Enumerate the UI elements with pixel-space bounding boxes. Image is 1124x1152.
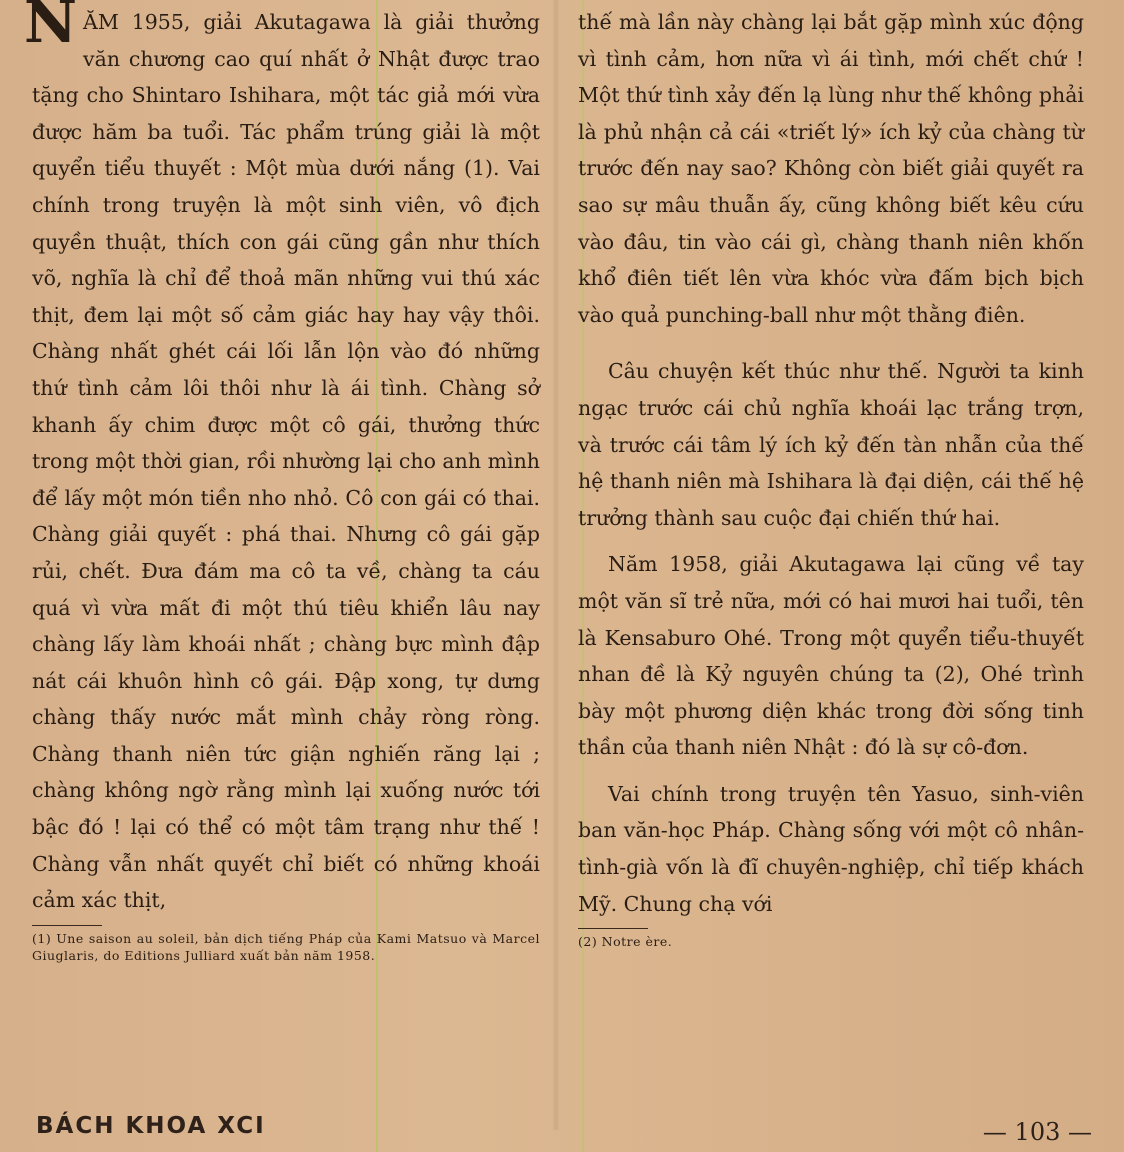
right-column xyxy=(578,4,1084,950)
footnote-2: (2) Notre ère. xyxy=(578,934,673,950)
body-paragraph: Vai chính trong truyện tên Yasuo, sinh-viên ban văn-học Pháp. Chàng sống với một cô nhân-tình-già vốn là đĩ chuyên-nghiệp, chỉ tiếp khách Mỹ. Chung chạ với xyxy=(578,781,1084,916)
page-number: — 103 — xyxy=(982,1118,1092,1146)
footnote-1: (1) Une saison au soleil, bản dịch tiếng Pháp của Kami Matsuo và Marcel Giuglaris, do Editions Julliard xuất bản năm 1958. xyxy=(32,930,540,963)
drop-cap: N xyxy=(24,0,78,56)
paragraph-spacer xyxy=(578,766,1084,776)
paragraph-spacer xyxy=(578,536,1084,546)
body-paragraph: Năm 1958, giải Akutagawa lại cũng về tay một văn sĩ trẻ nữa, mới có hai mươi hai tuổi, tên là Kensaburo Ohé. Trong một quyển tiểu-thuyết nhan đề là Kỷ nguyên chúng ta (2), Ohé trình bày một phương diện khác trong đời sống tinh thần của thanh niên Nhật : đó là sự cô-đơn. xyxy=(578,552,1084,760)
left-column xyxy=(24,0,540,964)
column-gutter xyxy=(553,0,559,1130)
paragraph-spacer xyxy=(578,333,1084,353)
body-paragraph xyxy=(24,0,540,919)
magazine-title: BÁCH KHOA XCI xyxy=(36,1113,266,1139)
footnote-divider xyxy=(578,928,648,929)
body-paragraph: thế mà lần này chàng lại bắt gặp mình xúc động vì tình cảm, hơn nữa vì ái tình, mới chết chứ ! Một thứ tình xảy đến lạ lùng như thế không phải là phủ nhận cả cái «triết lý» ích kỷ của chàng từ trước đến nay sao? Không còn biết giải quyết ra sao sự mâu thuẫn ấy, cũng không biết kêu cứu vào đâu, tin vào cái gì, chàng thanh niên khốn khổ điên tiết lên vừa khóc vừa đấm bịch bịch vào quả punching-ball như một thằng điên. xyxy=(578,10,1084,327)
paragraph-text: ĂM 1955, giải Akutagawa là giải thưởng văn chương cao quí nhất ở Nhật được trao tặng cho Shintaro Ishihara, một tác giả mới vừa được hăm ba tuổi. Tác phẩm trúng giải là một quyển tiểu thuyết : Một mùa dưới nắng (1). Vai chính trong truyện là một sinh viên, vô địch quyền thuật, thích con gái cũng gần như thích võ, nghĩa là chỉ để thoả mãn những vui thú xác thịt, đem lại một số cảm giác hay hay vậy thôi. Chàng nhất ghét cái lối lẫn lộn vào đó những thứ tình cảm lôi thôi như là ái tình. Chàng sở khanh ấy chim được một cô gái, thưởng thức trong một thời gian, rồi nhường lại cho anh mình để lấy một món tiền nho nhỏ. Cô con gái có thai. Chàng giải quyết : phá thai. Nhưng cô gái gặp rủi, chết. Đưa đám ma cô ta về, chàng ta cáu quá vì vừa mất đi một thú tiêu khiển lâu nay chàng lấy làm khoái nhất ; chàng bực mình đập nát cái khuôn hình cô gái. Đập xong, tự dưng chàng thấy nước mắt mình chảy ròng ròng. Chàng thanh niên tức giận nghiến răng lại ; chàng không ngờ rằng mình lại xuống nước tới bậc đó ! lại có thể có một tâm trạng như thế ! Chàng vẫn nhất quyết chỉ biết có những khoái cảm xác thịt, xyxy=(32,10,540,913)
footnote-divider xyxy=(32,925,102,926)
body-paragraph: Câu chuyện kết thúc như thế. Người ta kinh ngạc trước cái chủ nghĩa khoái lạc trắng trợn, và trước cái tâm lý ích kỷ đến tàn nhẫn của thế hệ thanh niên mà Ishihara là đại diện, cái thế hệ trưởng thành sau cuộc đại chiến thứ hai. xyxy=(578,359,1084,530)
